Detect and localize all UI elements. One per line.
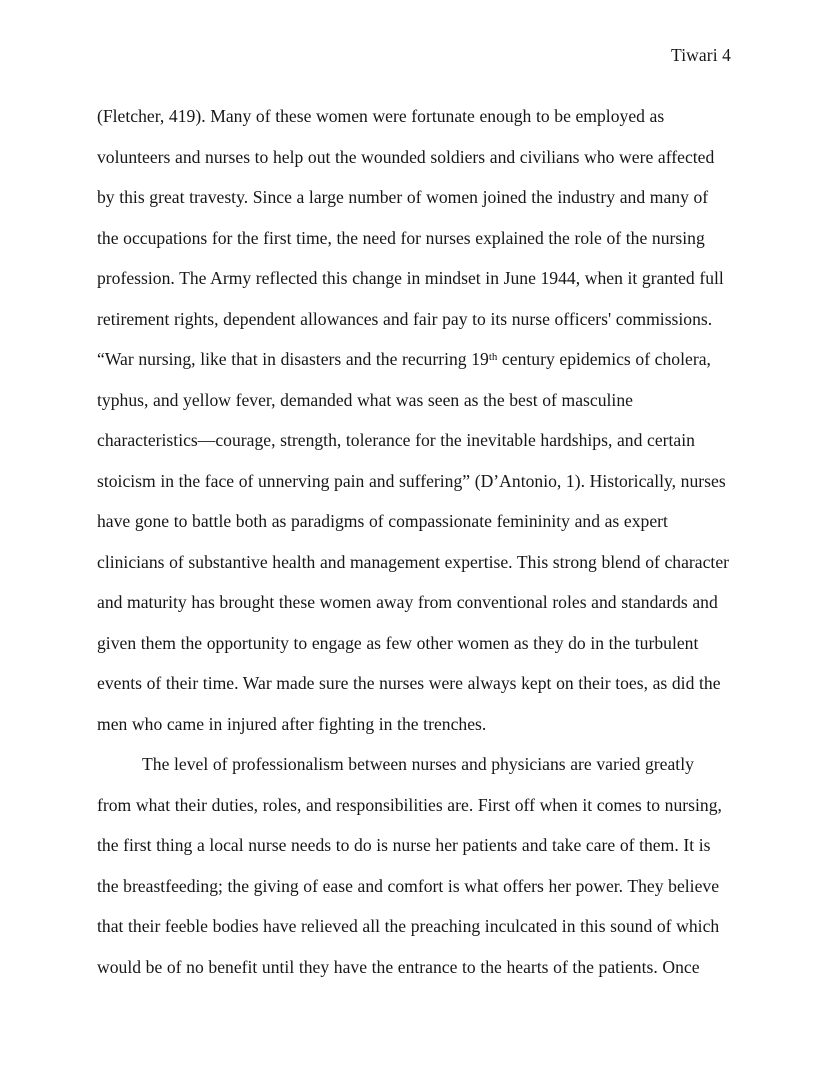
superscript-ordinal: th bbox=[488, 351, 498, 364]
paragraph-2: The level of professionalism between nurses and physicians are varied greatly from what their duties, roles, and responsibilities are. First off when it comes to nursing, the first thing a local nurse needs to do is nurse her patients and take care of them. It is the breastfeeding; the giving of ease and comfort is what offers her power. They believe that their feeble bodies have relieved all the preaching inculcated in this sound of which would be of no benefit until they have the entrance to the hearts of the patients. Once bbox=[97, 754, 722, 977]
paragraph-1: (Fletcher, 419). Many of these women were fortunate enough to be employed as volunteers and nurses to help out the wounded soldiers and civilians who were affected by this great travesty. Since a large number of women joined the industry and many of the occupations for the first time, the need for nurses explained the role of the nursing profession. The Army reflected this change in mindset in June 1944, when it granted full retirement rights, dependent allowances and fair pay to its nurse officers' commissions. “War nursing, like that in disasters and the recurring 19th century epidemics of cholera, typhus, and yellow fever, demanded what was seen as the best of masculine characteristics—courage, strength, tolerance for the inevitable hardships, and certain stoicism in the face of unnerving pain and suffering” (D’Antonio, 1). Historically, nurses have gone to battle both as paradigms of compassionate femininity and as expert clinicians of substantive health and management expertise. This strong blend of character and maturity has brought these women away from conventional roles and standards and given them the opportunity to engage as few other women as they do in the turbulent events of their time. War made sure the nurses were always kept on their toes, as did the men who came in injured after fighting in the trenches. bbox=[97, 106, 730, 734]
body-text-column bbox=[97, 96, 731, 987]
running-head: Tiwari 4 bbox=[671, 45, 731, 65]
